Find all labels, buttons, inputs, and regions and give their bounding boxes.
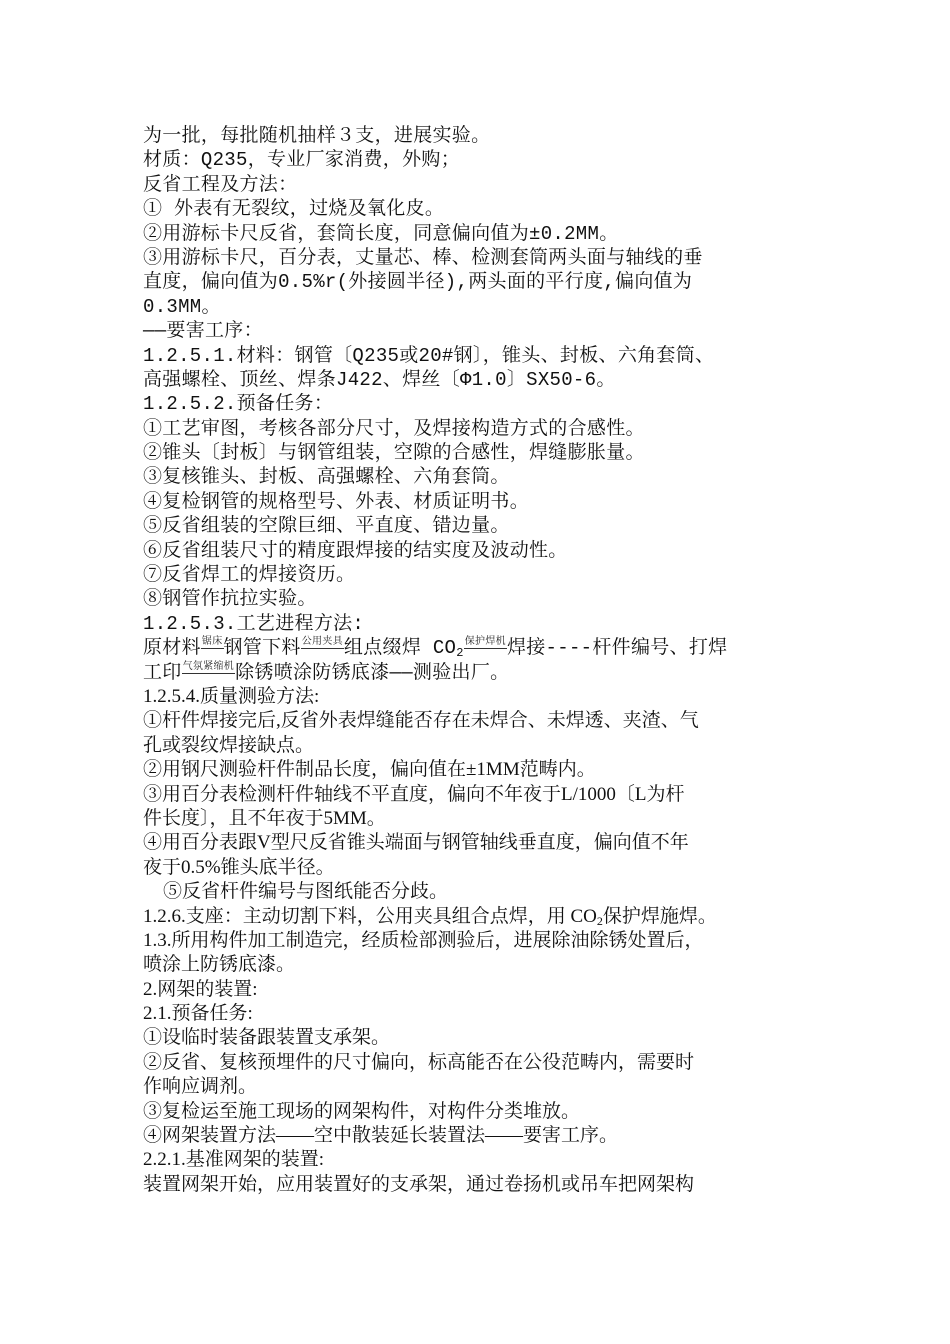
text-line: ③复核锥头、封板、高强螺栓、六角套筒。 <box>143 466 510 489</box>
text-line: 1.2.5.2.预备任务： <box>143 393 334 416</box>
process-step: 组点缀焊 CO <box>343 637 457 660</box>
text-line: ②反省、复核预埋件的尺寸偏向，标高能否在公役范畴内，需要时 <box>143 1051 695 1073</box>
text-line: 孔或裂纹焊接缺点。 <box>143 734 315 756</box>
text-line: ⑤反省组装的空隙巨细、平直度、错边量。 <box>143 515 510 538</box>
text-line: 件长度〕，且不年夜于5MM。 <box>143 807 386 829</box>
section-heading: 2.1.预备任务: <box>143 1003 253 1025</box>
text-line: ——要害工序： <box>143 320 263 343</box>
process-annotation: 锯床 <box>201 637 223 649</box>
section-heading: 1.2.5.4.质量测验方法: <box>143 685 320 707</box>
process-step: 原材料 <box>143 637 201 660</box>
text-line: 喷涂上防锈底漆。 <box>143 954 296 976</box>
section-heading: 2.2.1.基准网架的装置: <box>143 1149 325 1171</box>
section-heading: 2.网架的装置: <box>143 978 258 1000</box>
text-line: ②锥头〔封板〕与钢管组装，空隙的合感性，焊缝膨胀量。 <box>143 442 645 465</box>
text-line: ⑤反省杆件编号与图纸能否分歧。 <box>163 881 449 903</box>
text-line: ⑦反省焊工的焊接资历。 <box>143 564 356 587</box>
process-annotation: 公用夹具 <box>301 637 343 649</box>
subscript: 2 <box>596 913 603 928</box>
text-line: ⑥反省组装尺寸的精度跟焊接的结实度及波动性。 <box>143 539 568 562</box>
text-line: ① 外表有无裂纹，过烧及氧化皮。 <box>143 198 445 221</box>
process-step: 除锈喷涂防锈底漆——测验出厂。 <box>235 661 510 684</box>
text-line: 装置网架开始，应用装置好的支承架，通过卷扬机或吊车把网架构 <box>143 1173 695 1195</box>
text-line: 材质：Q235，专业厂家消费，外购； <box>143 149 461 172</box>
text-line: 为一批，每批随机抽样３支，进展实验。 <box>143 125 491 147</box>
process-step: 焊接----杆件编号、打焊 <box>506 637 728 660</box>
subscript: 2 <box>456 646 464 661</box>
text-line: ①杆件焊接完后,反省外表焊缝能否存在未焊合、未焊透、夹渣、气 <box>143 710 699 732</box>
text-line: ④复检钢管的规格型号、外表、材质证明书。 <box>143 490 530 513</box>
support-text: 保护焊施焊。 <box>602 905 717 927</box>
text-line: 0.3MM。 <box>143 295 221 318</box>
text-line: ②用钢尺测验杆件制品长度，偏向值在±1MM范畴内。 <box>143 759 596 781</box>
text-line: 1.2.5.3.工艺进程方法: <box>143 612 365 635</box>
text-line: 夜于0.5%锥头底半径。 <box>143 856 335 878</box>
text-line: ③复检运至施工现场的网架构件，对构件分类堆放。 <box>143 1100 581 1122</box>
text-line: ①设临时装备跟装置支承架。 <box>143 1027 391 1049</box>
process-step: 钢管下料 <box>223 637 301 660</box>
text-line: ③用游标卡尺，百分表，丈量芯、棒、检测套筒两头面与轴线的垂 <box>143 246 703 269</box>
text-line: 反省工程及方法： <box>143 173 298 196</box>
text-line: ③用百分表检测杆件轴线不平直度，偏向不年夜于L/1000〔L为杆 <box>143 783 685 805</box>
text-line: 直度，偏向值为0.5%r(外接圆半径),两头面的平行度,偏向值为 <box>143 271 693 294</box>
document-body <box>143 124 811 1197</box>
text-line: 1.2.5.1.材料：钢管〔Q235或20#钢〕，锥头、封板、六角套筒、 <box>143 344 715 367</box>
text-line: ②用游标卡尺反省，套筒长度，同意偏向值为±0.2MM。 <box>143 222 619 245</box>
process-annotation: 保护焊机 <box>464 637 506 649</box>
text-line: ④用百分表跟V型尺反省锥头端面与钢管轴线垂直度，偏向值不年 <box>143 832 689 854</box>
text-line: 作响应调剂。 <box>143 1076 258 1098</box>
text-line: ④网架装置方法——空中散装延长装置法——要害工序。 <box>143 1125 619 1147</box>
text-line: 高强螺栓、顶丝、焊条J422、焊丝〔Φ1.0〕SX50-6。 <box>143 368 616 391</box>
support-text: 1.2.6.支座：主动切割下料，公用夹具组合点焊，用 CO <box>143 905 597 927</box>
process-annotation: 气氛紧缩机 <box>182 661 235 673</box>
support-line <box>143 905 811 929</box>
process-step: 工印 <box>143 661 182 684</box>
text-line: ①工艺审图，考核各部分尺寸，及焊接构造方式的合感性。 <box>143 417 645 440</box>
text-line: ⑧钢管作抗拉实验。 <box>143 588 317 611</box>
process-flow-line-1 <box>143 636 811 660</box>
process-flow-line-2 <box>143 661 811 685</box>
text-line: 1.3.所用构件加工制造完，经质检部测验后，进展除油除锈处置后， <box>143 929 704 951</box>
